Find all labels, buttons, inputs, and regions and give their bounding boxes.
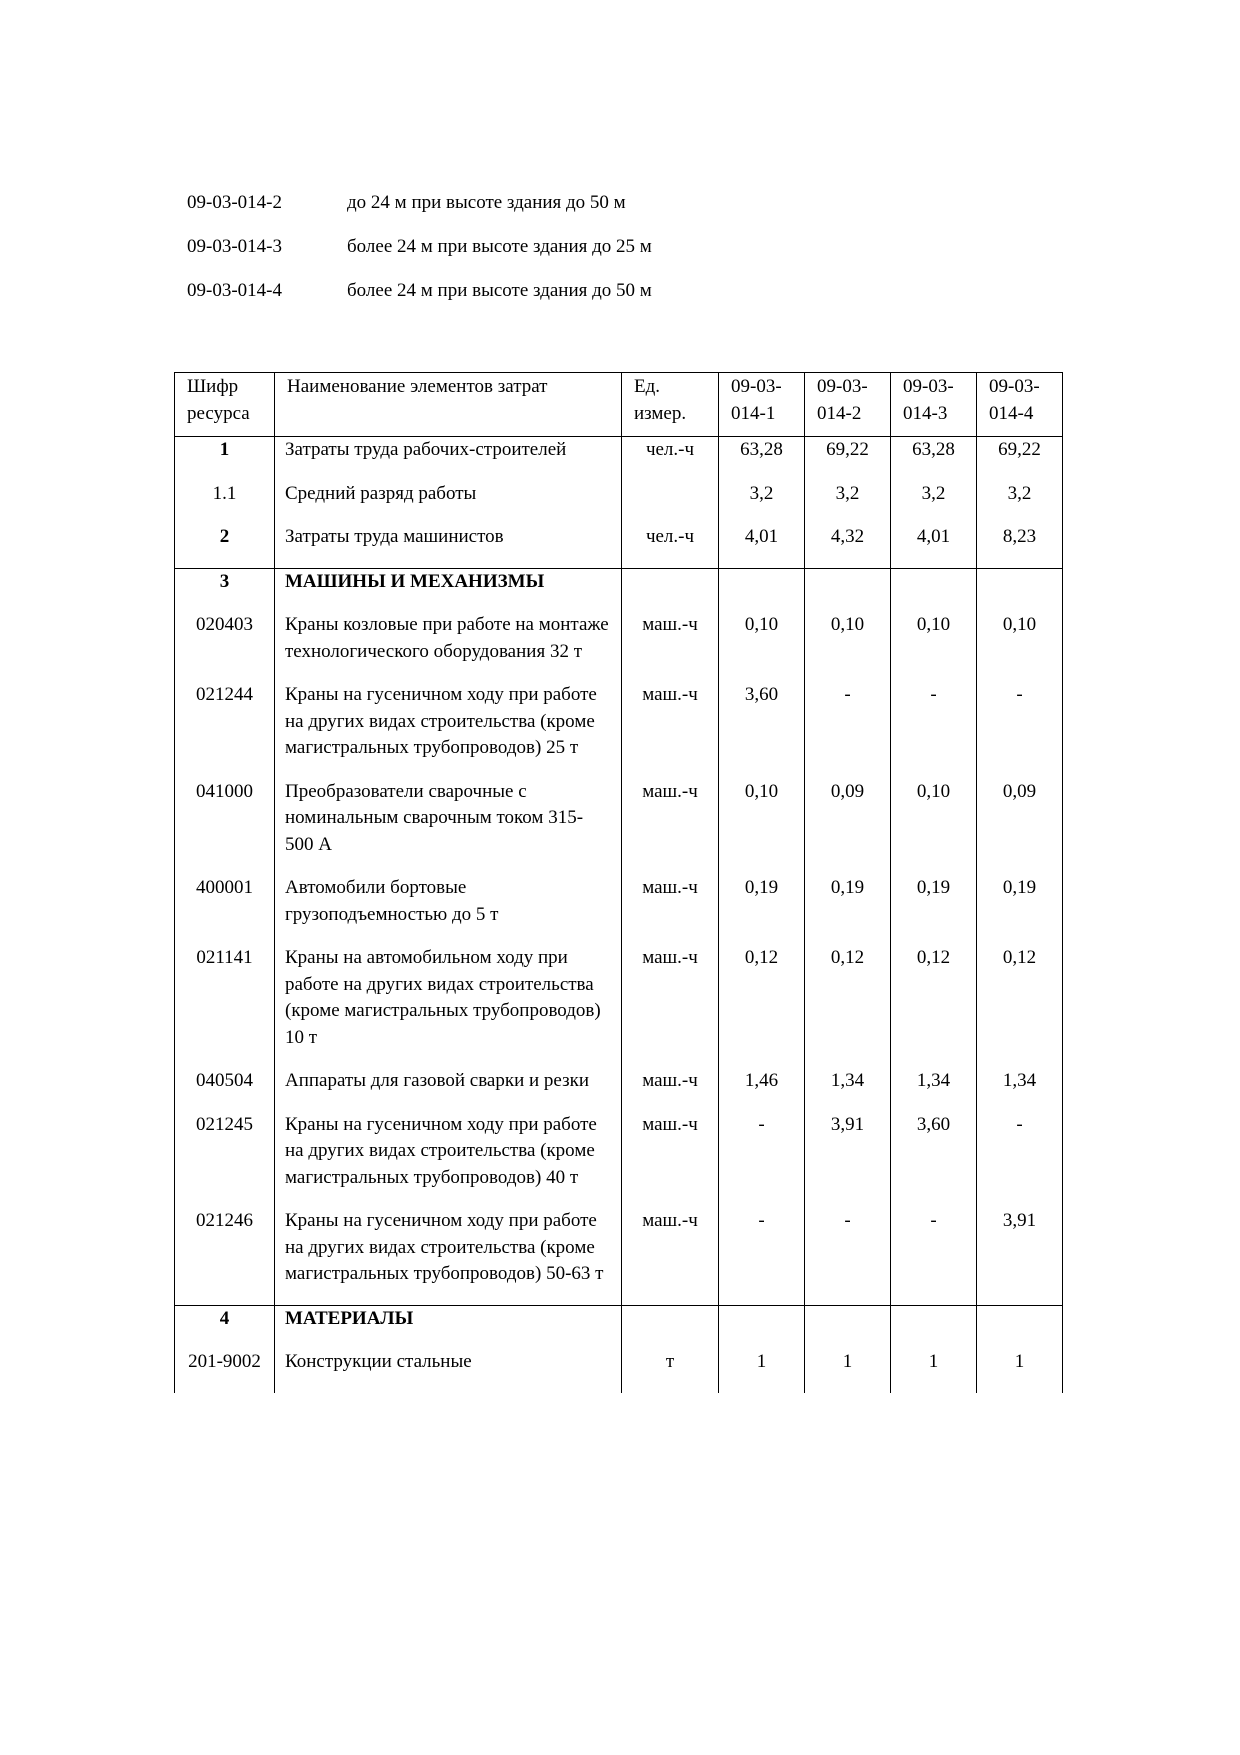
norm-value-4: - (977, 1112, 1063, 1209)
resource-code: 1 (175, 437, 275, 481)
section-title: МАШИНЫ И МЕХАНИЗМЫ (275, 568, 622, 612)
cost-element-name: Конструкции стальные (275, 1349, 622, 1393)
resource-code: 021245 (175, 1112, 275, 1209)
table-row (175, 779, 1063, 876)
norm-value-3: - (891, 682, 977, 779)
norm-value-3 (891, 1305, 977, 1349)
resource-code: 3 (175, 568, 275, 612)
norm-value-1: - (719, 1112, 805, 1209)
section-title: МАТЕРИАЛЫ (275, 1305, 622, 1349)
cost-element-name: Краны на гусеничном ходу при работе на других видах строительства (кроме магистральных трубопроводов) 50-63 т (275, 1208, 622, 1305)
header-resource-code: Шифр ресурса (175, 373, 275, 437)
unit: маш.-ч (622, 1208, 719, 1305)
variant-description: более 24 м при высоте здания до 50 м (347, 280, 652, 301)
norm-value-1: 0,19 (719, 875, 805, 945)
unit: маш.-ч (622, 945, 719, 1068)
norm-value-1: 0,12 (719, 945, 805, 1068)
norm-value-1 (719, 568, 805, 612)
norm-value-2: 4,32 (805, 524, 891, 568)
norm-value-4: 0,19 (977, 875, 1063, 945)
unit (622, 1305, 719, 1349)
norm-value-3: 4,01 (891, 524, 977, 568)
norm-value-1: 0,10 (719, 779, 805, 876)
norm-value-3: 0,10 (891, 779, 977, 876)
norm-value-2 (805, 1305, 891, 1349)
header-norm-2: 09-03-014-2 (805, 373, 891, 437)
norm-value-4: - (977, 682, 1063, 779)
norm-value-1: 4,01 (719, 524, 805, 568)
norm-value-4: 1,34 (977, 1068, 1063, 1112)
table-row (175, 481, 1063, 525)
norm-value-3: 3,60 (891, 1112, 977, 1209)
table-row (175, 945, 1063, 1068)
resource-code: 400001 (175, 875, 275, 945)
norm-value-3: 0,12 (891, 945, 977, 1068)
header-norm-1: 09-03-014-1 (719, 373, 805, 437)
norm-value-3: 1,34 (891, 1068, 977, 1112)
norm-value-3: 0,19 (891, 875, 977, 945)
table-row (175, 875, 1063, 945)
header-norm-3: 09-03-014-3 (891, 373, 977, 437)
table-section-row (175, 1305, 1063, 1349)
norm-value-1: 1,46 (719, 1068, 805, 1112)
norm-value-1: 0,10 (719, 612, 805, 682)
table-row (175, 1208, 1063, 1305)
norm-value-3 (891, 568, 977, 612)
unit (622, 568, 719, 612)
unit: маш.-ч (622, 1112, 719, 1209)
norm-value-4 (977, 568, 1063, 612)
cost-element-name: Краны на автомобильном ходу при работе на других видах строительства (кроме магистральных трубопроводов) 10 т (275, 945, 622, 1068)
norm-value-2 (805, 568, 891, 612)
resource-code: 020403 (175, 612, 275, 682)
unit: маш.-ч (622, 779, 719, 876)
list-item (187, 279, 652, 323)
norm-value-4: 69,22 (977, 437, 1063, 481)
resource-code: 1.1 (175, 481, 275, 525)
unit: т (622, 1349, 719, 1393)
norm-value-1: 3,60 (719, 682, 805, 779)
norm-value-2: 0,12 (805, 945, 891, 1068)
unit: маш.-ч (622, 682, 719, 779)
norm-value-4: 1 (977, 1349, 1063, 1393)
unit (622, 481, 719, 525)
norm-value-4: 0,12 (977, 945, 1063, 1068)
unit: чел.-ч (622, 524, 719, 568)
norm-value-3: 1 (891, 1349, 977, 1393)
norm-value-4: 0,09 (977, 779, 1063, 876)
resource-code: 021246 (175, 1208, 275, 1305)
norm-variant-list (187, 191, 652, 323)
norm-value-1: 3,2 (719, 481, 805, 525)
header-cost-element-name: Наименование элементов затрат (275, 373, 622, 437)
variant-code: 09-03-014-4 (187, 280, 282, 301)
resource-code: 201-9002 (175, 1349, 275, 1393)
resource-code: 4 (175, 1305, 275, 1349)
resource-cost-table (174, 372, 1063, 1393)
unit: маш.-ч (622, 875, 719, 945)
variant-code: 09-03-014-3 (187, 236, 282, 257)
variant-description: более 24 м при высоте здания до 25 м (347, 236, 652, 257)
norm-value-2: - (805, 682, 891, 779)
norm-value-3: 63,28 (891, 437, 977, 481)
header-unit: Ед. измер. (622, 373, 719, 437)
norm-value-2: 0,19 (805, 875, 891, 945)
variant-code: 09-03-014-2 (187, 192, 282, 213)
resource-code: 2 (175, 524, 275, 568)
table-row (175, 682, 1063, 779)
resource-code: 041000 (175, 779, 275, 876)
norm-value-3: 3,2 (891, 481, 977, 525)
norm-value-1: 63,28 (719, 437, 805, 481)
norm-value-2: 0,09 (805, 779, 891, 876)
header-norm-4: 09-03-014-4 (977, 373, 1063, 437)
norm-value-3: 0,10 (891, 612, 977, 682)
table-row (175, 437, 1063, 481)
table-header-row (175, 373, 1063, 437)
norm-value-3: - (891, 1208, 977, 1305)
norm-value-2: 1 (805, 1349, 891, 1393)
resource-code: 021244 (175, 682, 275, 779)
norm-value-2: - (805, 1208, 891, 1305)
norm-value-2: 3,2 (805, 481, 891, 525)
norm-value-2: 0,10 (805, 612, 891, 682)
norm-value-4 (977, 1305, 1063, 1349)
variant-description: до 24 м при высоте здания до 50 м (347, 192, 626, 213)
cost-element-name: Краны на гусеничном ходу при работе на других видах строительства (кроме магистральных трубопроводов) 25 т (275, 682, 622, 779)
norm-value-1: 1 (719, 1349, 805, 1393)
norm-value-4: 3,2 (977, 481, 1063, 525)
norm-value-2: 69,22 (805, 437, 891, 481)
norm-value-4: 0,10 (977, 612, 1063, 682)
cost-element-name: Средний разряд работы (275, 481, 622, 525)
table-row (175, 524, 1063, 568)
table-row (175, 1068, 1063, 1112)
cost-element-name: Краны козловые при работе на монтаже технологического оборудования 32 т (275, 612, 622, 682)
table-row (175, 612, 1063, 682)
norm-value-1: - (719, 1208, 805, 1305)
table-row (175, 1349, 1063, 1393)
norm-value-1 (719, 1305, 805, 1349)
norm-value-4: 8,23 (977, 524, 1063, 568)
list-item (187, 235, 652, 279)
cost-element-name: Затраты труда рабочих-строителей (275, 437, 622, 481)
cost-element-name: Затраты труда машинистов (275, 524, 622, 568)
resource-code: 040504 (175, 1068, 275, 1112)
table-row (175, 1112, 1063, 1209)
cost-element-name: Краны на гусеничном ходу при работе на других видах строительства (кроме магистральных трубопроводов) 40 т (275, 1112, 622, 1209)
unit: маш.-ч (622, 1068, 719, 1112)
norm-value-2: 1,34 (805, 1068, 891, 1112)
norm-value-2: 3,91 (805, 1112, 891, 1209)
table-section-row (175, 568, 1063, 612)
cost-element-name: Автомобили бортовые грузоподъемностью до 5 т (275, 875, 622, 945)
cost-element-name: Преобразователи сварочные с номинальным сварочным током 315-500 А (275, 779, 622, 876)
cost-element-name: Аппараты для газовой сварки и резки (275, 1068, 622, 1112)
resource-code: 021141 (175, 945, 275, 1068)
list-item (187, 191, 652, 235)
unit: чел.-ч (622, 437, 719, 481)
unit: маш.-ч (622, 612, 719, 682)
norm-value-4: 3,91 (977, 1208, 1063, 1305)
